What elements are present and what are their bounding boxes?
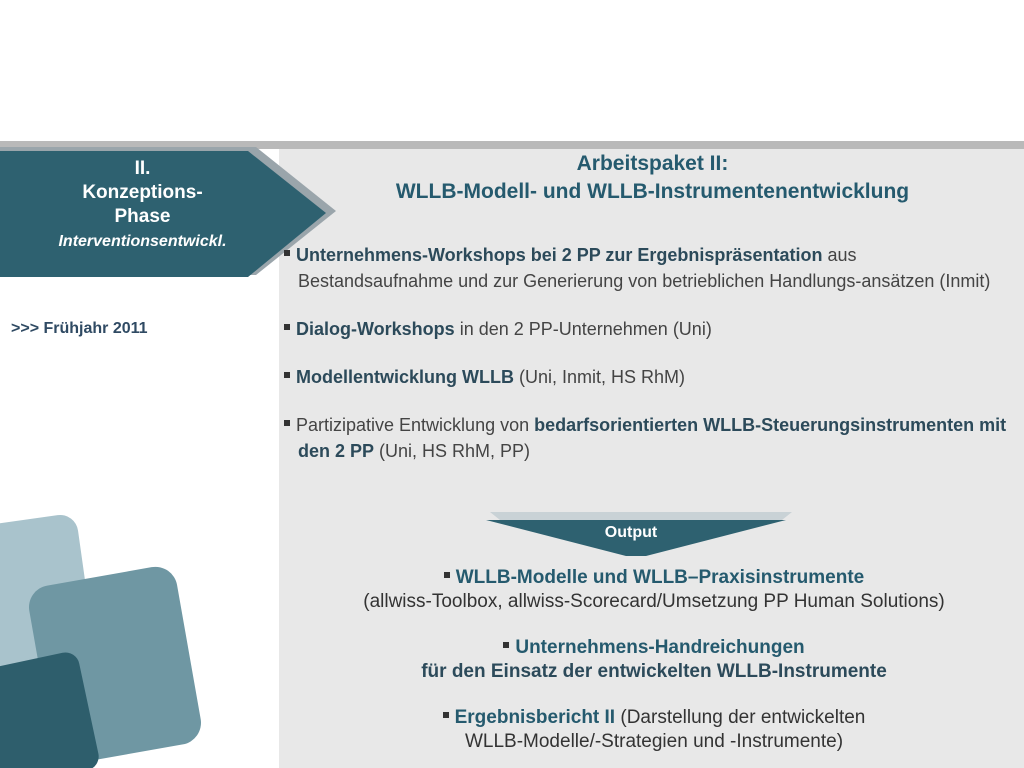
bullet-text: (Uni, Inmit, HS RhM) bbox=[514, 367, 686, 387]
bullet-text: in den 2 PP-Unternehmen (Uni) bbox=[454, 319, 712, 339]
decorative-shapes bbox=[0, 500, 230, 768]
output-item bbox=[284, 706, 1024, 754]
output-detail: (allwiss-Toolbox, allwiss-Scorecard/Umsetzung PP Human Solutions) bbox=[363, 591, 945, 612]
bullet-item bbox=[284, 412, 1014, 464]
bullet-square-icon bbox=[284, 250, 290, 256]
bullet-item bbox=[284, 242, 1014, 294]
bullet-item bbox=[284, 364, 1014, 390]
bullet-item bbox=[284, 316, 1014, 342]
bullet-square-icon bbox=[443, 712, 449, 718]
bullet-square-icon bbox=[503, 642, 509, 648]
phase-subtitle: Interventionsentwickl. bbox=[58, 233, 227, 250]
bullet-bold: Unternehmens-Workshops bei 2 PP zur Ergebnispräsentation bbox=[296, 245, 823, 265]
bullet-square-icon bbox=[284, 324, 290, 330]
bullet-text: aus Bestandsaufnahme und zur Generierung von betrieblichen Handlungs-ansätzen (Inmit) bbox=[298, 245, 991, 291]
bullet-square-icon bbox=[284, 372, 290, 378]
bullet-bold: Dialog-Workshops bbox=[296, 319, 455, 339]
timeline-label bbox=[11, 320, 148, 338]
bullet-lead: Partizipative Entwicklung von bbox=[296, 415, 535, 435]
page-title bbox=[280, 150, 1024, 206]
title-line1: Arbeitspaket II: bbox=[576, 152, 729, 175]
output-item bbox=[284, 566, 1024, 614]
title-line2: WLLB-Modell- und WLLB-Instrumentenentwicklung bbox=[395, 180, 910, 203]
timeline-prefix: >>> bbox=[11, 320, 40, 337]
output-detail: für den Einsatz der entwickelten WLLB-Instrumente bbox=[421, 661, 887, 682]
phase-name-line1: Konzeptions- bbox=[82, 182, 203, 203]
output-bold: WLLB-Modelle und WLLB–Praxisinstrumente bbox=[455, 567, 865, 588]
bullet-square-icon bbox=[284, 420, 290, 426]
bullet-text: (Uni, HS RhM, PP) bbox=[374, 441, 531, 461]
output-bold: Ergebnisbericht II bbox=[454, 707, 616, 728]
output-list bbox=[284, 566, 1024, 768]
timeline-date: Frühjahr 2011 bbox=[43, 320, 148, 337]
bullet-bold: Modellentwicklung WLLB bbox=[296, 367, 514, 387]
output-bold: Unternehmens-Handreichungen bbox=[515, 637, 805, 658]
output-text: (Darstellung der entwickelten bbox=[615, 707, 866, 728]
output-item bbox=[284, 636, 1024, 684]
output-label: Output bbox=[604, 524, 658, 541]
phase-number: II. bbox=[134, 158, 151, 179]
phase-name-line2: Phase bbox=[114, 206, 171, 227]
phase-label bbox=[0, 157, 285, 251]
output-detail: WLLB-Modelle/-Strategien und -Instrumente) bbox=[464, 731, 844, 752]
bullet-bold: bedarfsorientierten WLLB-Steuerungsinstrumenten mit den 2 PP bbox=[298, 415, 1007, 461]
bullet-square-icon bbox=[444, 572, 450, 578]
bullet-list bbox=[284, 242, 1014, 486]
